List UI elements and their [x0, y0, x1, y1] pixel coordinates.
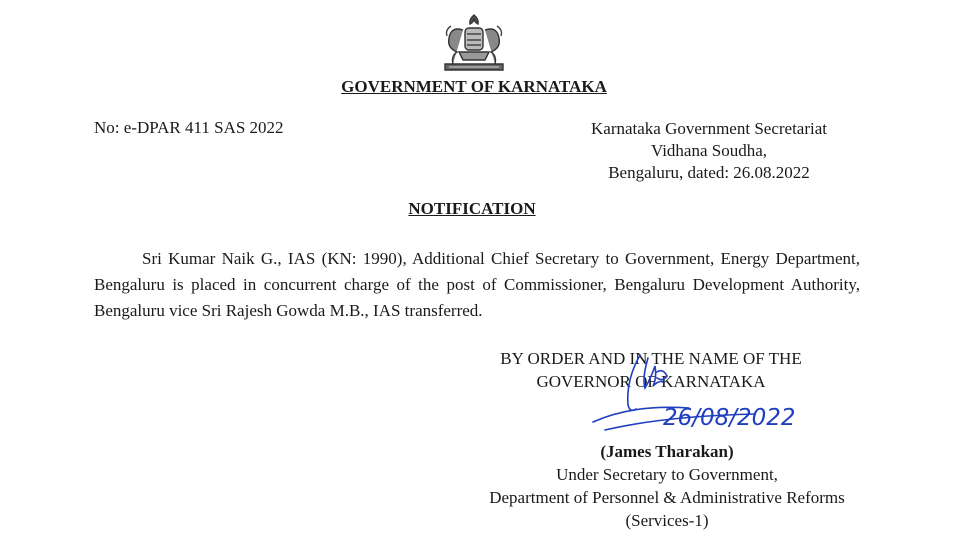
- address-line: Karnataka Government Secretariat: [591, 119, 827, 138]
- address-date-line: Bengaluru, dated: 26.08.2022: [608, 163, 810, 182]
- signatory-section: (Services-1): [625, 511, 709, 530]
- signature-date: 26/08/2022: [663, 405, 796, 431]
- signatory-designation: Under Secretary to Government,: [556, 465, 778, 484]
- order-line: GOVERNOR OF KARNATAKA: [536, 372, 766, 391]
- signatory-department: Department of Personnel & Administrative Reforms: [489, 488, 845, 507]
- notification-body: Sri Kumar Naik G., IAS (KN: 1990), Additional Chief Secretary to Government, Energy Department, Bengaluru is placed in concurrent charge of the post of Commissioner, Bengaluru Development Authority, Bengaluru vice Sri Rajesh Gowda M.B., IAS transferred.: [94, 249, 860, 320]
- address-line: Vidhana Soudha,: [650, 141, 768, 160]
- reference-number: No: e-DPAR 411 SAS 2022: [94, 118, 284, 137]
- order-line: BY ORDER AND IN THE NAME OF THE: [500, 349, 802, 368]
- signatory-block: [444, 440, 890, 532]
- signatory-name: (James Tharakan): [600, 442, 734, 461]
- document-title: GOVERNMENT OF KARNATAKA: [341, 77, 607, 96]
- office-address: [591, 118, 827, 184]
- notification-heading: NOTIFICATION: [408, 199, 536, 218]
- karnataka-state-emblem-icon: [437, 12, 511, 74]
